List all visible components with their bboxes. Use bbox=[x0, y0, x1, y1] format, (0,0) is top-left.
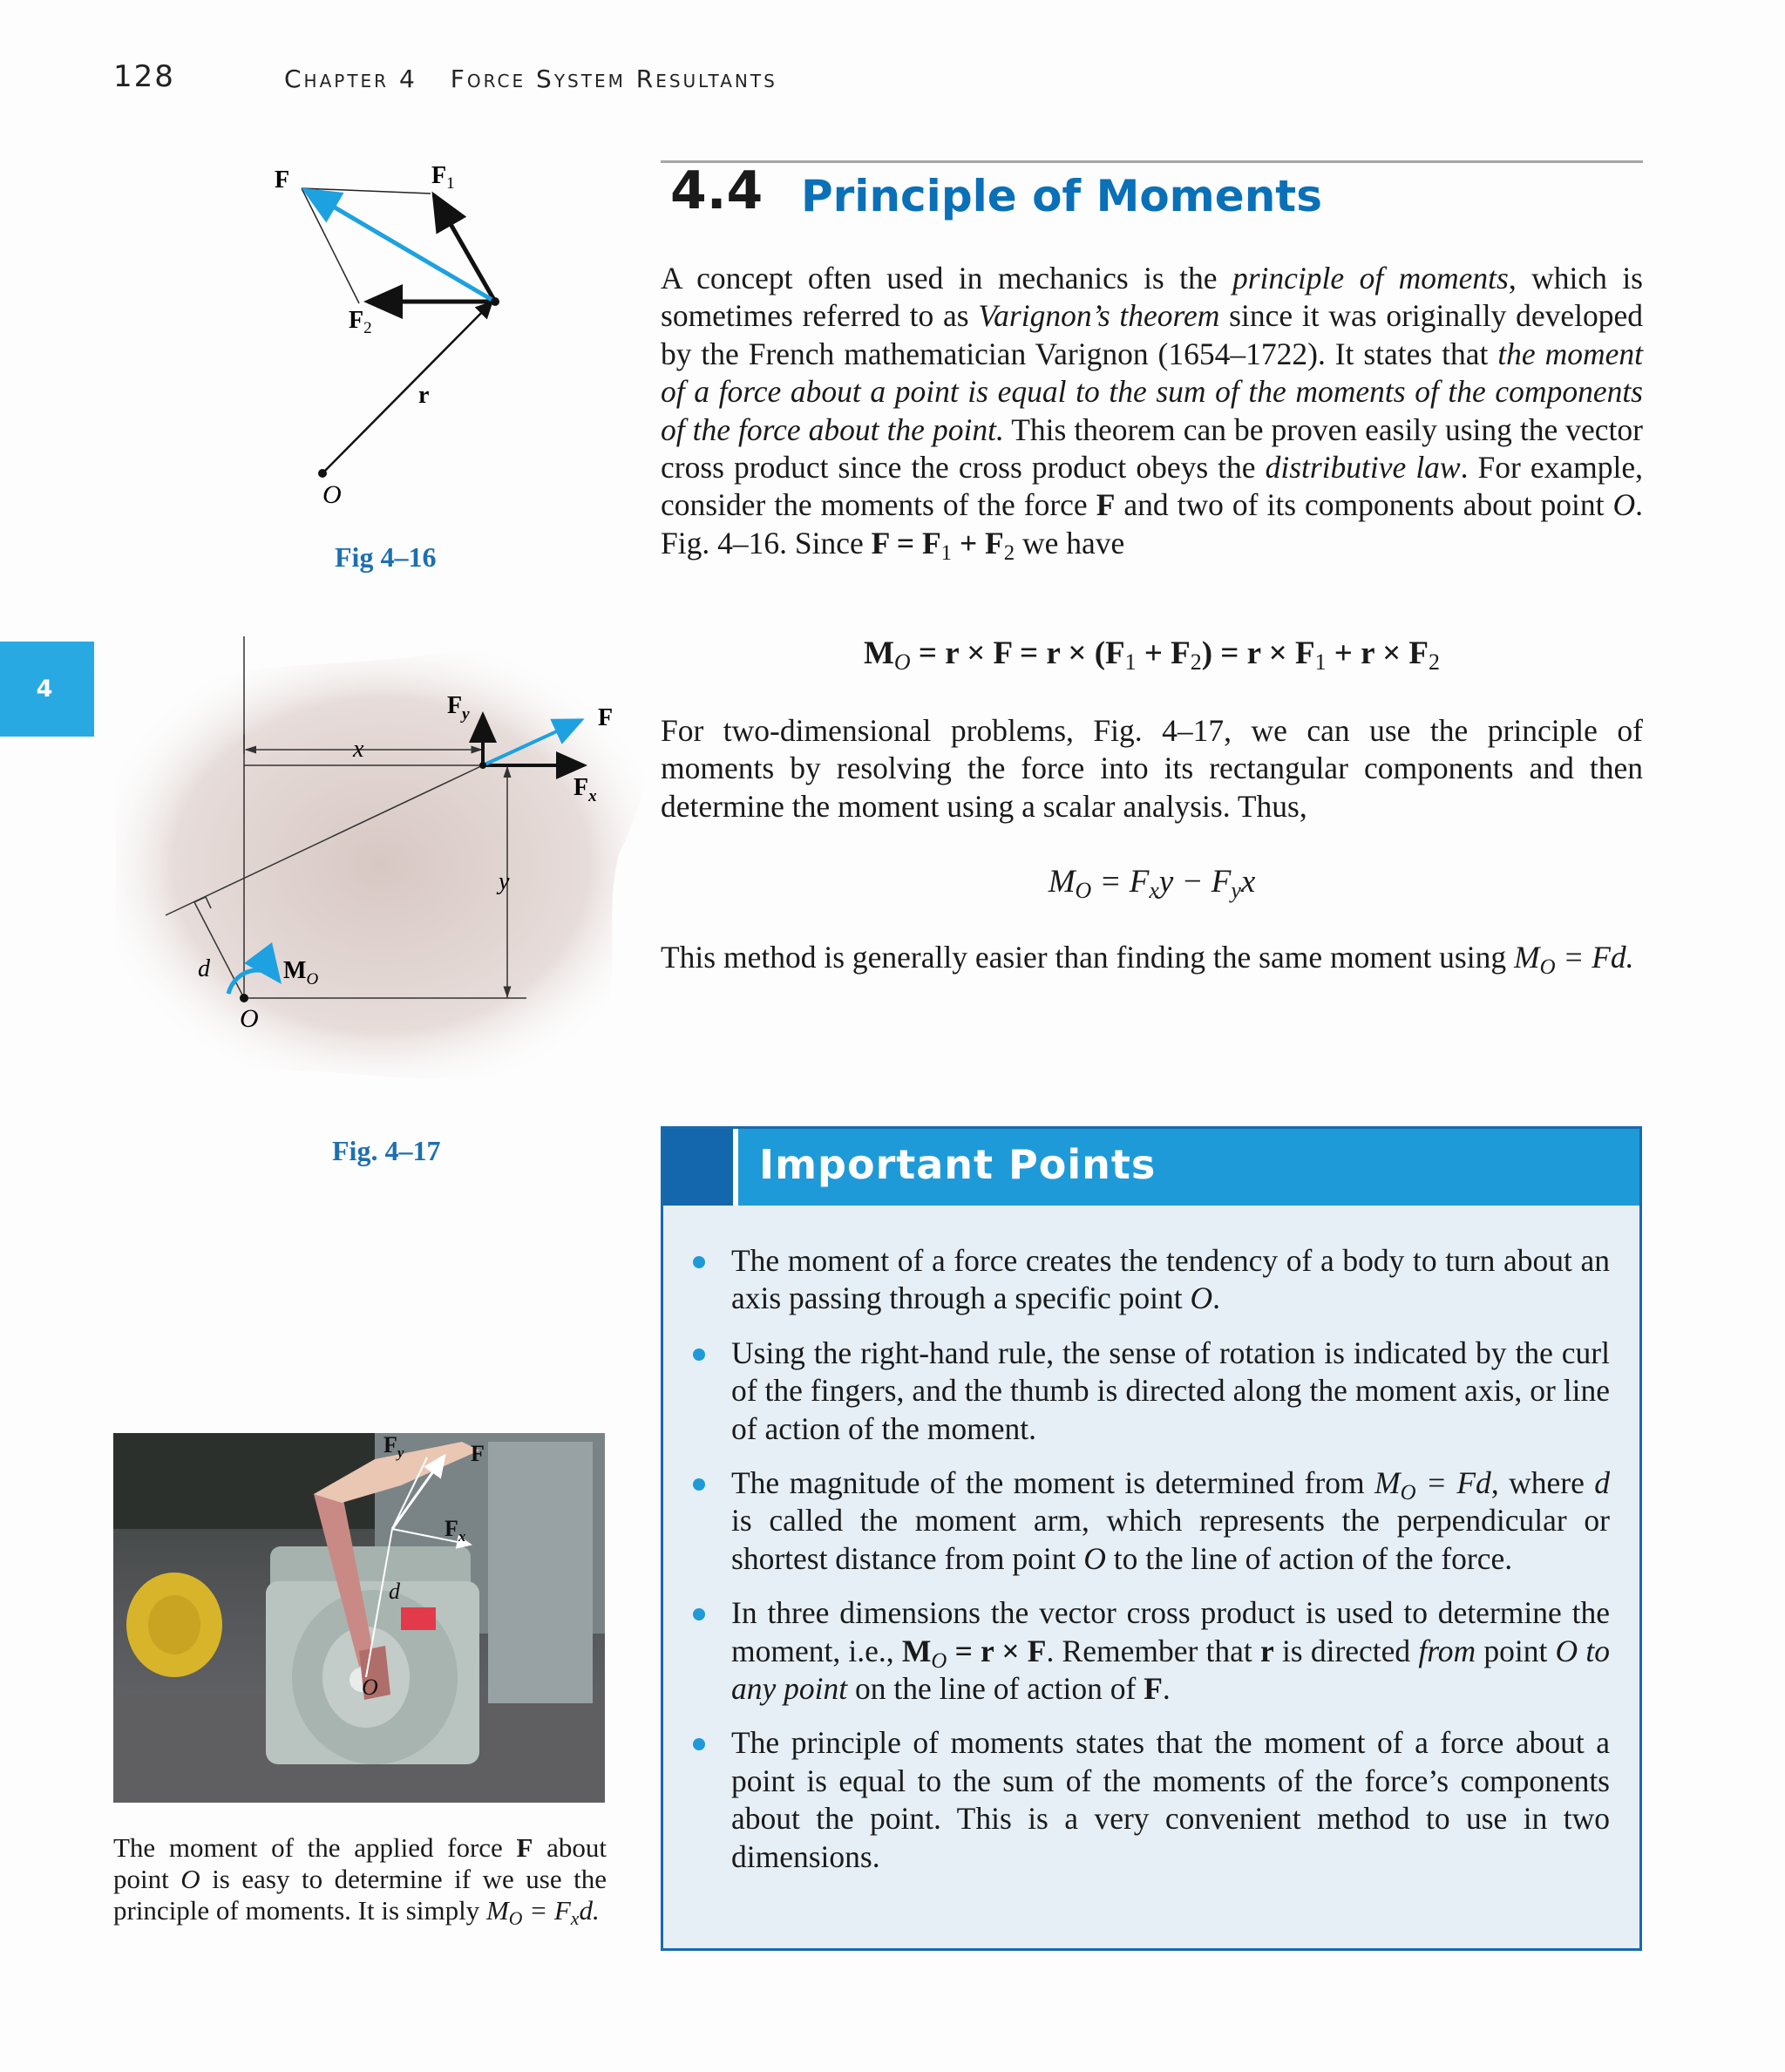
text-run: O bbox=[931, 1648, 947, 1673]
text-run: The moment of the applied force bbox=[113, 1832, 517, 1863]
chapter-tab bbox=[0, 642, 94, 737]
eq-run: O bbox=[893, 649, 911, 676]
figure-4-17-caption: Fig. 4–17 bbox=[332, 1135, 441, 1166]
eq-run: ) = r × F bbox=[1201, 635, 1315, 671]
figure-4-17 bbox=[105, 636, 662, 1090]
text-run: F bbox=[1144, 1671, 1163, 1707]
eq-run: y bbox=[1231, 878, 1241, 904]
chapter-tab-number: 4 bbox=[36, 676, 53, 703]
text-run: = r × F bbox=[947, 1633, 1047, 1668]
paragraph-intro bbox=[661, 260, 1644, 565]
text-run: M bbox=[1514, 940, 1540, 975]
text-run: The moment of a force creates the tendency of a body to turn about an axis passing through a specific point bbox=[731, 1243, 1610, 1316]
text-run: The principle of moments states that the moment of a force about a point is equal to the sum of the moments of the force’s components about the point. This is a very convenient method to use in two dimensions. bbox=[731, 1725, 1610, 1874]
fig17-label-d: d bbox=[198, 955, 210, 982]
paragraph-two-dimensional: For two-dimensional problems, Fig. 4–17, we can use the principle of moments by resolving the force into its rectangular components and then determine the moment using a scalar analysis. Thus, bbox=[661, 713, 1643, 824]
text-run: A concept often used in mechanics is the bbox=[661, 261, 1232, 296]
text-run: O bbox=[1539, 954, 1556, 979]
eq-run: = r × F = r × (F bbox=[910, 635, 1125, 671]
photo-caption bbox=[113, 1832, 607, 1930]
text-run: is directed bbox=[1273, 1633, 1419, 1668]
text-run: M bbox=[485, 1895, 509, 1926]
important-points-list bbox=[663, 1242, 1639, 1892]
eq-run: y − F bbox=[1158, 864, 1232, 900]
photo-label-Fx: $F_x$ bbox=[445, 1516, 466, 1545]
text-run: = Fd bbox=[1415, 1465, 1491, 1501]
eq-run: M bbox=[1048, 864, 1076, 900]
fig16-label-F: F bbox=[275, 166, 290, 194]
text-run: This method is generally easier than finding the same moment using bbox=[661, 940, 1514, 975]
photo-label-Fy: $F_y$ bbox=[383, 1433, 404, 1461]
eq-run: x bbox=[1240, 864, 1256, 900]
chapter-title: Force System Resultants bbox=[450, 65, 777, 93]
text-run: r bbox=[1259, 1633, 1274, 1668]
text-run: This theorem can be proven easily using the vector cross product since the cross product obeys the bbox=[661, 411, 1643, 486]
section-rule bbox=[661, 160, 1643, 163]
paragraph-method bbox=[661, 939, 1643, 979]
important-points-header bbox=[663, 1129, 1639, 1206]
eq-run: + r × F bbox=[1326, 635, 1429, 671]
text-run: on the line of action of bbox=[847, 1671, 1144, 1707]
header-divider bbox=[733, 1129, 738, 1206]
text-run: , which is sometimes referred to as bbox=[661, 261, 1643, 334]
eq-run: 2 bbox=[1429, 649, 1440, 676]
text-run: Using the right-hand rule, the sense of rotation is indicated by the curl of the fingers, and the thumb is directed along the moment axis, or line of action of the moment. bbox=[731, 1335, 1610, 1446]
text-run: Varignon’s theorem bbox=[978, 298, 1220, 334]
equation-cross-product bbox=[661, 635, 1643, 676]
list-item bbox=[731, 1594, 1610, 1708]
fig16-label-F1: $F_1$ bbox=[431, 162, 455, 193]
text-run: d. bbox=[579, 1895, 600, 1926]
list-item bbox=[731, 1335, 1610, 1448]
list-item bbox=[731, 1242, 1610, 1318]
text-run: + F bbox=[952, 525, 1004, 560]
text-run: since it was originally developed by the French mathematician Varignon (1654–1722). It states that bbox=[661, 298, 1644, 371]
eq-run: 1 bbox=[1124, 649, 1137, 676]
text-run: about point bbox=[113, 1832, 607, 1894]
eq-run: + F bbox=[1136, 635, 1191, 671]
text-run: F bbox=[516, 1832, 533, 1863]
important-points-box bbox=[661, 1126, 1642, 1951]
text-run: = F bbox=[522, 1895, 571, 1926]
text-run: F = F bbox=[871, 525, 941, 560]
fig17-label-F: F bbox=[598, 704, 614, 731]
eq-run: = F bbox=[1091, 864, 1150, 900]
figure-4-16-caption: Fig 4–16 bbox=[335, 541, 437, 573]
text-run: . bbox=[1212, 1281, 1221, 1316]
text-run: The magnitude of the moment is determined from bbox=[731, 1465, 1375, 1501]
fig16-label-F2: $F_2$ bbox=[349, 307, 372, 337]
text-run: x bbox=[570, 1908, 580, 1930]
text-run: O bbox=[180, 1864, 200, 1894]
text-run: In three dimensions the vector cross product is used to determine the moment, i.e., bbox=[731, 1595, 1610, 1668]
text-run: , where bbox=[1490, 1465, 1595, 1501]
fig17-label-x: x bbox=[353, 736, 364, 763]
text-run: O bbox=[1190, 1281, 1213, 1316]
chapter-heading bbox=[284, 65, 777, 93]
list-item bbox=[731, 1464, 1610, 1578]
photo-label-F: F bbox=[471, 1441, 485, 1466]
eq-run: O bbox=[1075, 878, 1092, 904]
running-head bbox=[113, 59, 777, 94]
text-run: . bbox=[1162, 1671, 1171, 1707]
text-run: O bbox=[508, 1908, 523, 1930]
text-run: principle of moments bbox=[1232, 261, 1509, 296]
text-run: . Fig. 4–16. Since bbox=[661, 487, 1643, 560]
fig17-label-O: O bbox=[240, 1004, 259, 1033]
photo-label-d: d bbox=[389, 1579, 400, 1604]
text-run: M bbox=[1374, 1465, 1401, 1501]
text-run: F bbox=[1096, 487, 1116, 523]
eq-run: x bbox=[1149, 878, 1159, 904]
text-run: 1 bbox=[940, 540, 953, 565]
text-run: d bbox=[1594, 1465, 1610, 1501]
fig16-label-r: r bbox=[418, 382, 430, 409]
chapter-label: Chapter 4 bbox=[284, 65, 417, 93]
fig17-label-Fx: $F_x$ bbox=[574, 774, 597, 805]
text-run: distributive law bbox=[1265, 450, 1461, 486]
text-run: 2 bbox=[1003, 540, 1015, 565]
text-run: M bbox=[901, 1633, 932, 1668]
photo-label-O: O bbox=[362, 1675, 378, 1700]
text-run: O to any point bbox=[731, 1633, 1610, 1707]
fig17-label-MO: $M_O$ bbox=[283, 957, 319, 988]
fig17-label-Fy: $F_y$ bbox=[447, 692, 470, 724]
text-run: . For example, consider the moments of the force bbox=[661, 450, 1644, 523]
fig16-label-O: O bbox=[322, 480, 342, 509]
eq-run: 2 bbox=[1190, 649, 1202, 676]
equation-scalar-moment bbox=[661, 863, 1643, 904]
text-run: O bbox=[1083, 1540, 1106, 1576]
header-accent-bar bbox=[663, 1129, 733, 1206]
text-run: O bbox=[1400, 1480, 1416, 1505]
text-run: to the line of action of the force. bbox=[1105, 1540, 1513, 1576]
section-title: Principle of Moments bbox=[801, 171, 1322, 221]
text-run: point bbox=[1476, 1633, 1556, 1668]
text-run: from bbox=[1418, 1633, 1476, 1668]
list-item bbox=[731, 1724, 1610, 1876]
text-run: the moment of a force about a point is equal to the sum of the moments of the components of the force about the point. bbox=[661, 336, 1644, 447]
fig17-label-y: y bbox=[499, 868, 510, 895]
eq-run: M bbox=[863, 635, 894, 671]
text-run: is called the moment arm, which represents the perpendicular or shortest distance from point bbox=[731, 1503, 1610, 1576]
figure-4-16 bbox=[261, 157, 523, 523]
eq-run: 1 bbox=[1314, 649, 1327, 676]
text-run: . Remember that bbox=[1046, 1633, 1260, 1668]
text-run: and two of its components about point bbox=[1115, 487, 1613, 523]
text-run: = Fd. bbox=[1555, 940, 1634, 975]
page-number: 128 bbox=[113, 59, 175, 94]
text-run: O bbox=[1612, 487, 1636, 523]
important-points-title: Important Points bbox=[759, 1141, 1157, 1188]
section-number: 4.4 bbox=[670, 160, 764, 221]
text-run: is easy to determine if we use the principle of moments. It is simply bbox=[113, 1864, 607, 1926]
wrench-valve-photo bbox=[113, 1433, 605, 1803]
text-run: we have bbox=[1015, 525, 1125, 560]
